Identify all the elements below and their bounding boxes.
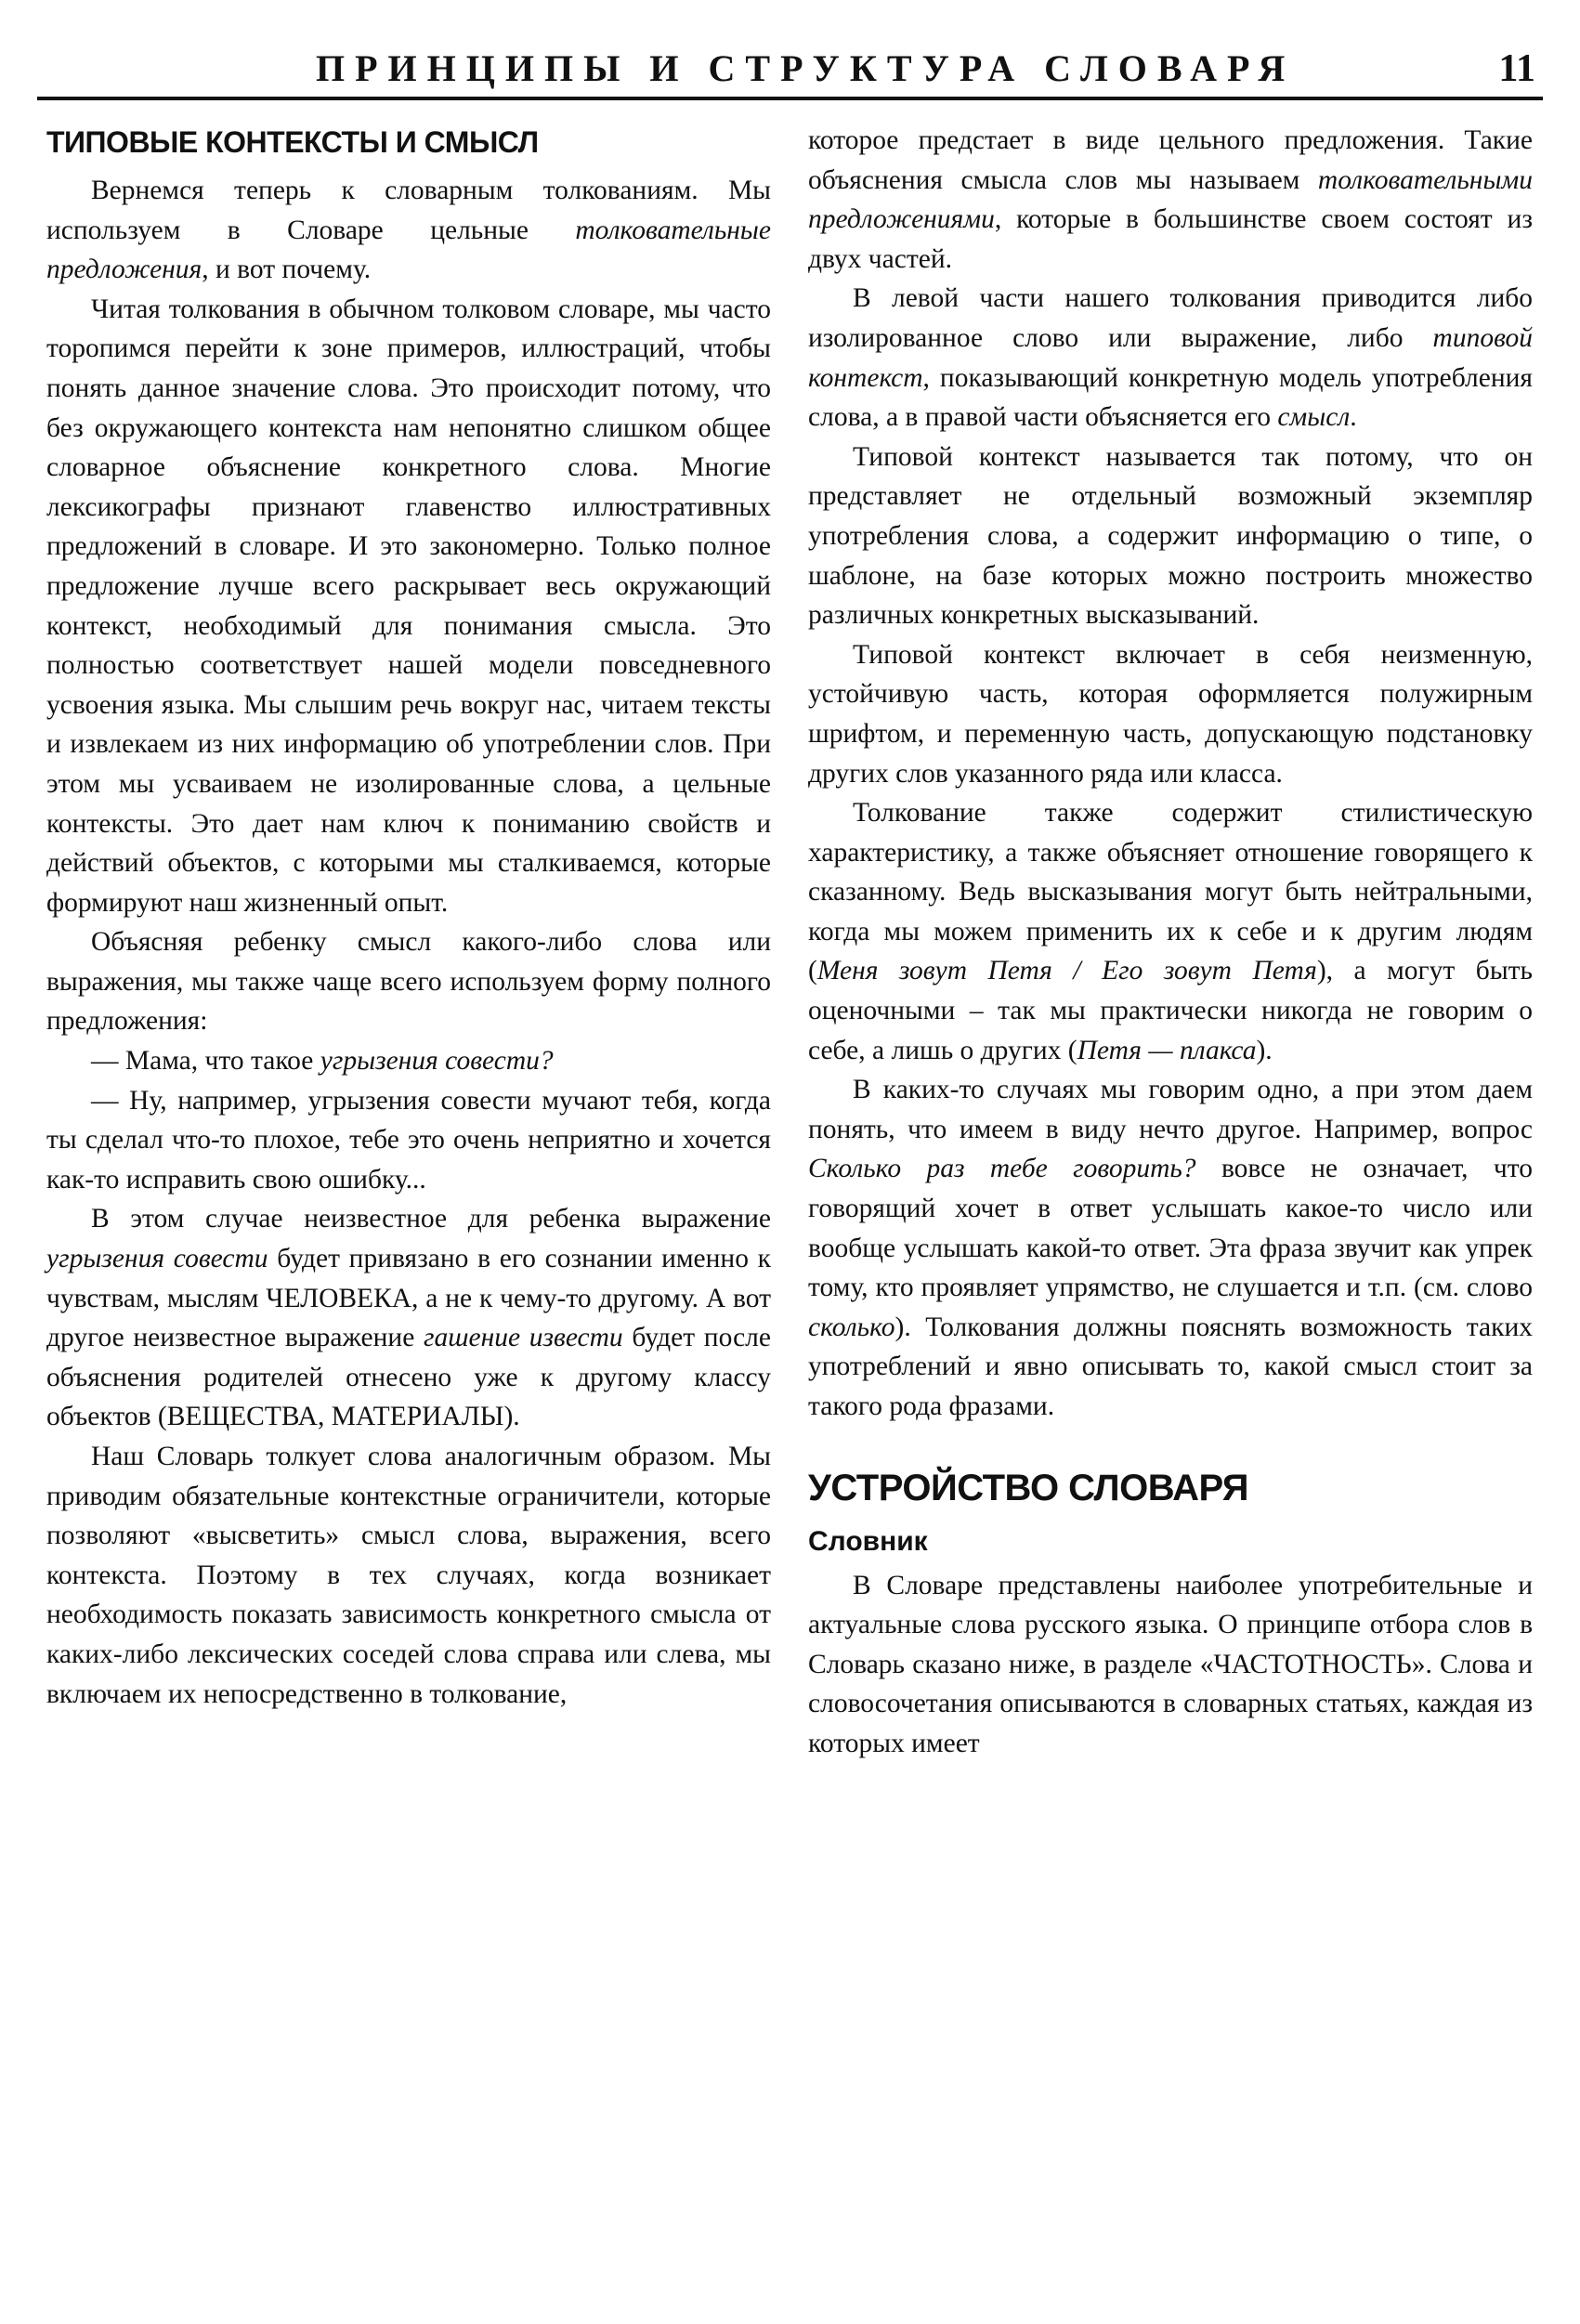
page-number: 11 (1498, 47, 1535, 90)
right-column (808, 121, 1533, 1764)
paragraph: Толкование также содержит стилистическую характеристику, а также объясняет отношение говорящего к сказанному. Ведь высказывания могут быть нейтральными, когда мы можем применить их к себе и к другим людям (Меня зовут Петя / Его зовут Петя), а могут быть оценочными – так мы практически никогда не говорим о себе, а лишь о других (Петя — плакса). (808, 798, 1533, 1065)
subheading-wordlist: Словник (808, 1525, 928, 1557)
running-head (37, 41, 1543, 100)
paragraph: В левой части нашего толкования приводится либо изолированное слово или выражение, либо типовой контекст, показывающий конкретную модель употребления слова, а в правой части объясняется его смысл. (808, 283, 1533, 433)
paragraph: Типовой контекст называется так потому, что он представляет не отдельный возможный экземпляр употребления слова, а содержит информацию о типе, о шаблоне, на базе которых можно построить множество различных конкретных высказываний. (808, 441, 1533, 631)
paragraph: В Словаре представлены наиболее употребительные и актуальные слова русского языка. О принципе отбора слов в Словарь сказано ниже, в разделе «ЧАСТОТНОСТЬ». Слова и словосочетания описываются в словарных статьях, каждая из которых имеет (808, 1570, 1533, 1758)
paragraph: Типовой контекст включает в себя неизменную, устойчивую часть, которая оформляется полужирным шрифтом, и переменную часть, допускающую подстановку других слов указанного ряда или класса. (808, 639, 1533, 789)
section-heading-dictionary-structure: УСТРОЙСТВО СЛОВАРЯ (808, 1467, 1248, 1508)
paragraph: В этом случае неизвестное для ребенка выражение угрызения совести будет привязано в его сознании именно к чувствам, мыслям ЧЕЛОВЕКА, а не к чему-то другому. А вот другое неизвестное выражение гашение извести будет после объяснения родителей отнесено уже к другому классу объектов (ВЕЩЕСТВА, МАТЕРИАЛЫ). (46, 1204, 771, 1432)
paragraph-continued: которое предстает в виде цельного предложения. Такие объяснения смысла слов мы называем толковательными предложениями, которые в большинстве своем состоят из двух частей. (808, 125, 1533, 274)
paragraph: Наш Словарь толкует слова аналогичным образом. Мы приводим обязательные контекстные ограничители, которые позволяют «высветить» смысл слова, выражения, всего контекста. Поэтому в тех случаях, когда возникает необходимость показать зависимость конкретного смысла от каких-либо лексических соседей слова справа или слева, мы включаем их непосредственно в толкование, (46, 1442, 771, 1709)
paragraph: В каких-то случаях мы говорим одно, а при этом даем понять, что имеем в виду нечто другое. Например, вопрос Сколько раз тебе говорить? вовсе не означает, что говорящий хочет в ответ услышать какое-то число или вообще услышать какой-то ответ. Эта фраза звучит как упрек тому, кто проявляет упрямство, не слушается и т.п. (см. слово сколько). Толкования должны пояснять возможность таких употреблений и явно описывать то, какой смысл стоит за такого рода фразами. (808, 1075, 1533, 1421)
paragraph: Вернемся теперь к словарным толкованиям. Мы используем в Словаре цельные толковательные предложения, и вот почему. (46, 176, 771, 285)
running-title: ПРИНЦИПЫ И СТРУКТУРА СЛОВАРЯ (316, 47, 1296, 89)
dialog-line: — Мама, что такое угрызения совести? (91, 1046, 554, 1077)
paragraph: Читая толкования в обычном толковом словаре, мы часто торопимся перейти к зоне примеров, иллюстраций, чтобы понять данное значение слова. Это происходит потому, что без окружающего контекста нам непонятно слишком общее словарное объяснение конкретного слова. Многие лексикографы признают главенство иллюстративных предложений в словаре. И это закономерно. Только полное предложение лучше всего раскрывает весь окружающий контекст, необходимый для понимания смысла. Это полностью соответствует нашей модели повседневного усвоения языка. Мы слышим речь вокруг нас, читаем тексты и извлекаем из них информацию об употреблении слов. При этом мы усваиваем не изолированные слова, а цельные контексты. Это дает нам ключ к пониманию свойств и действий объектов, с которыми мы сталкиваемся, которые формируют наш жизненный опыт. (46, 294, 771, 918)
left-column (46, 121, 771, 1714)
dialog-line: — Ну, например, угрызения совести мучают тебя, когда ты сделал что-то плохое, тебе это очень неприятно и хочется как-то исправить свою ошибку... (46, 1085, 771, 1195)
paragraph: Объясняя ребенку смысл какого-либо слова или выражения, мы также чаще всего используем форму полного предложения: (46, 927, 771, 1037)
section-heading-typical-contexts: ТИПОВЫЕ КОНТЕКСТЫ И СМЫСЛ (46, 125, 539, 159)
